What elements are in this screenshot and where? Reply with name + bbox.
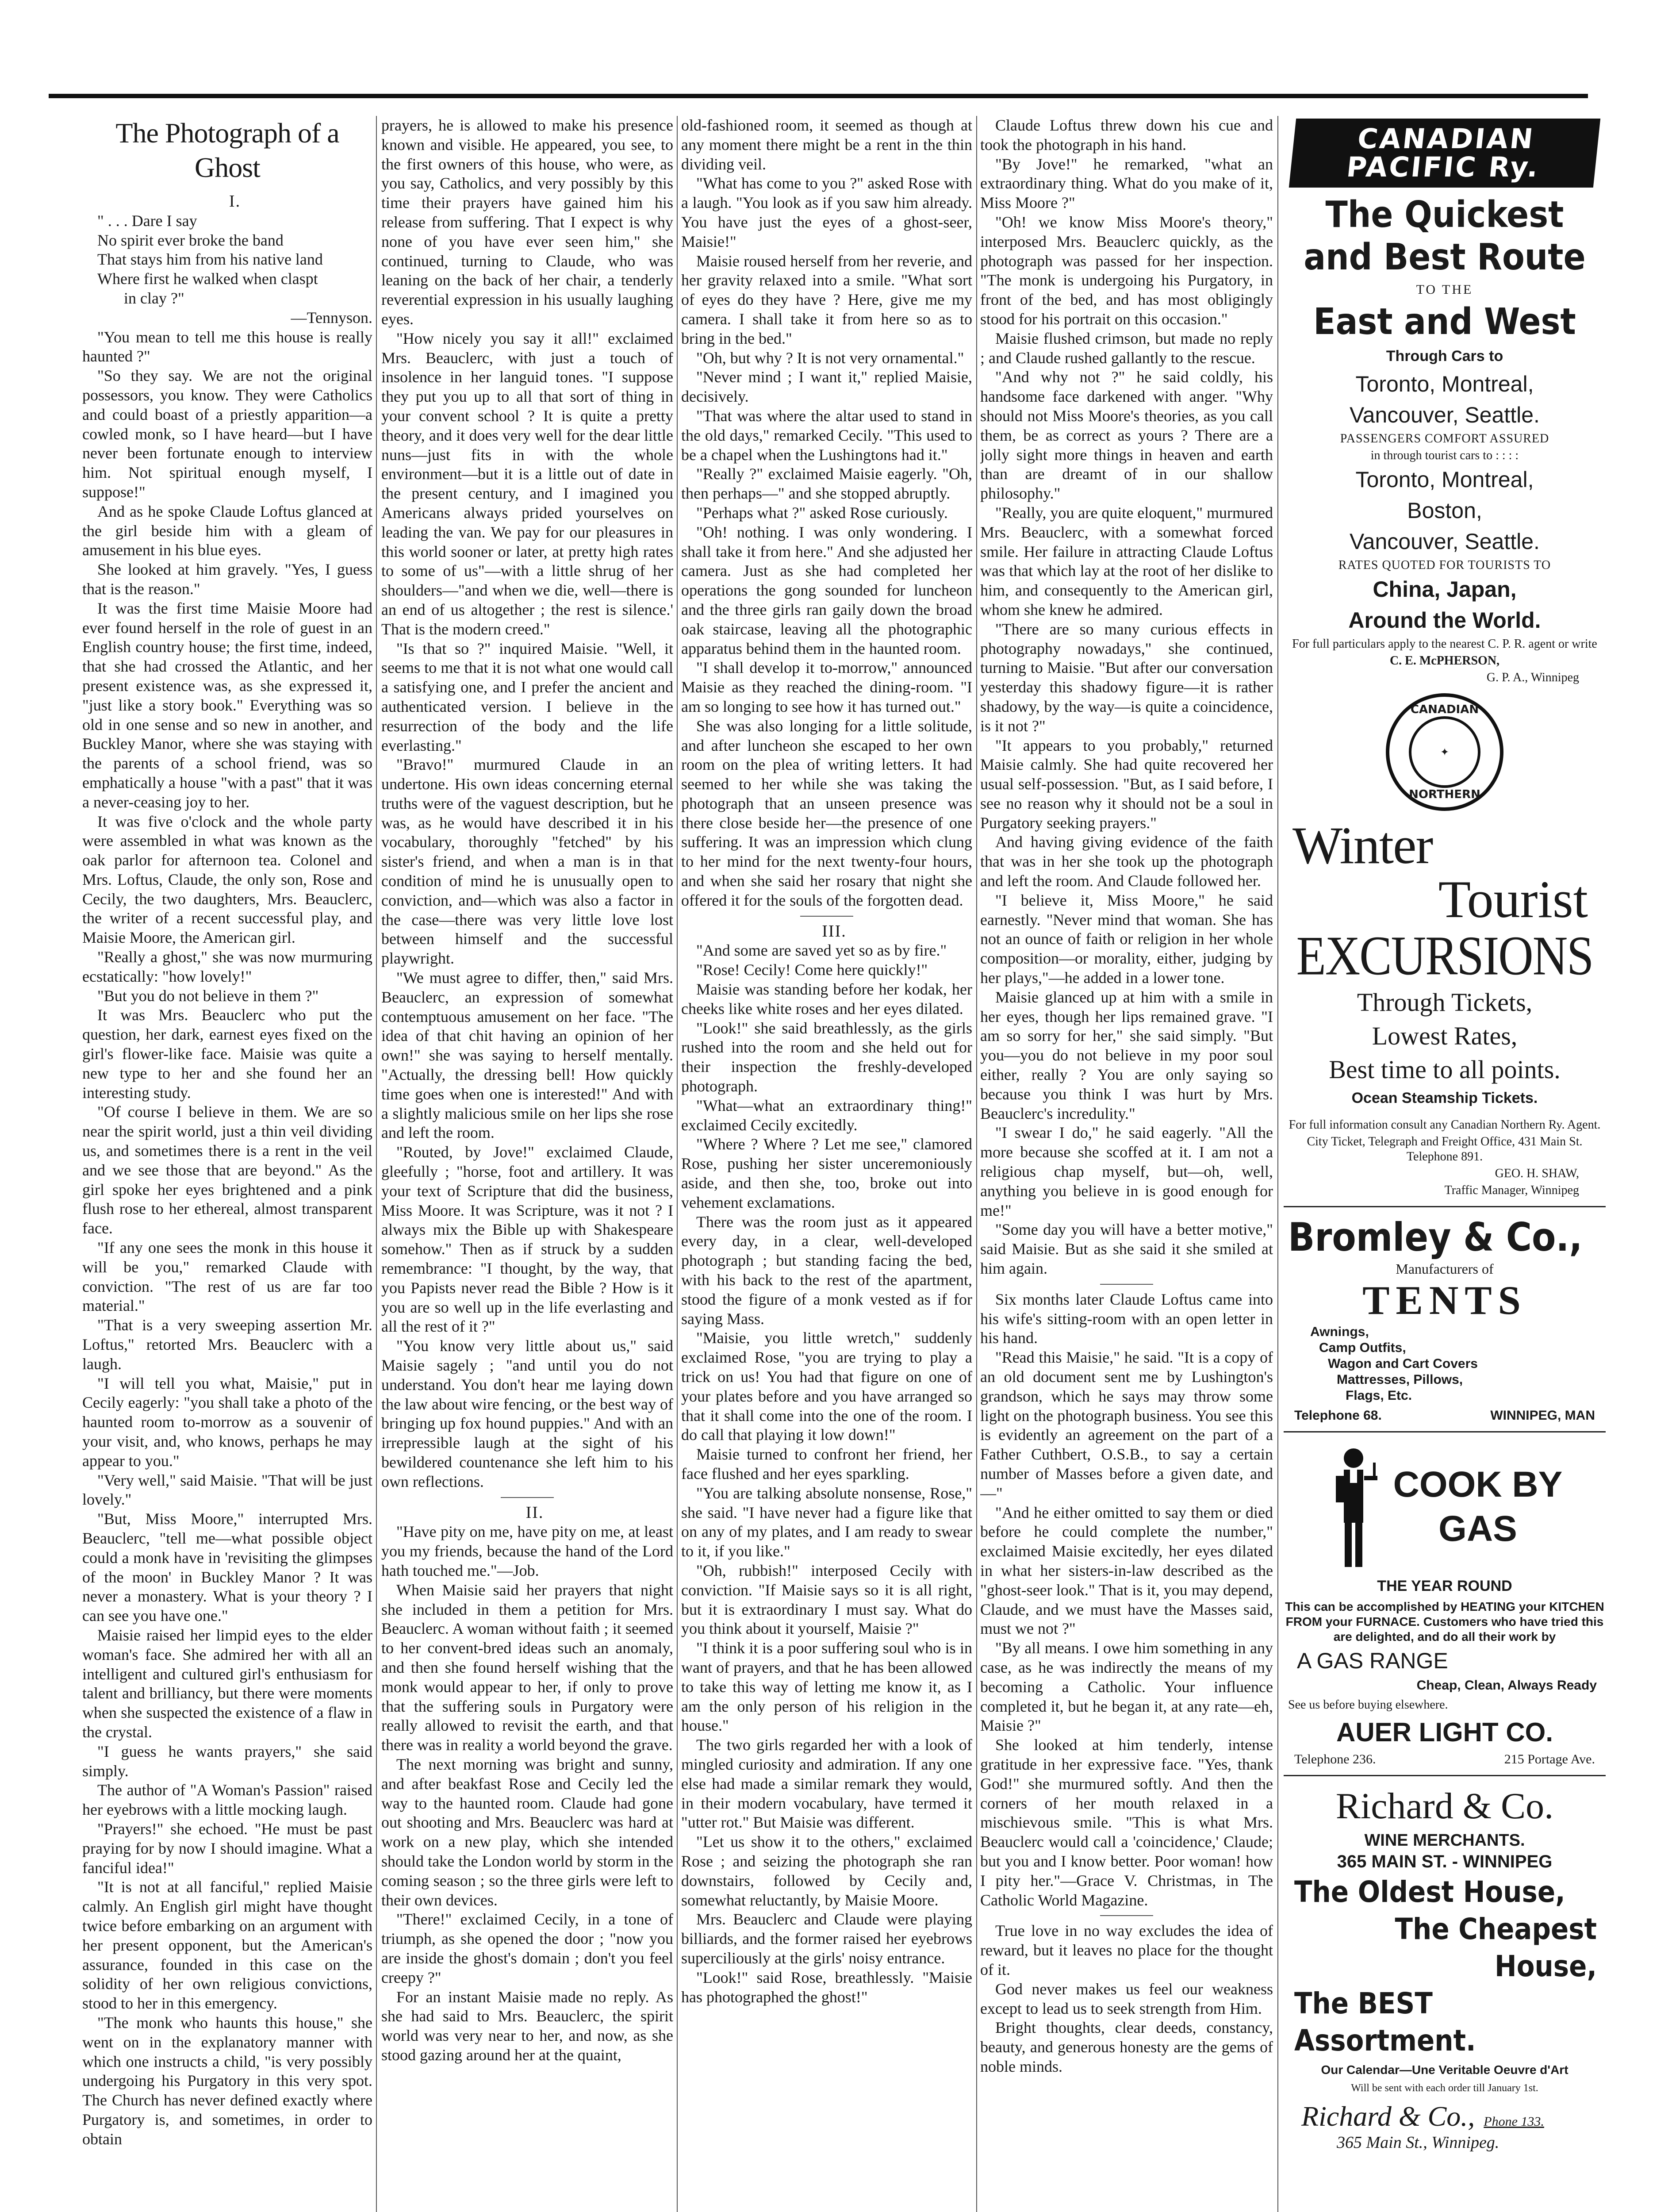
cnr-info: For full information consult any Canadian Northern Ry. Agent. (1289, 1118, 1601, 1132)
richard-slogan: The Oldest House, (1294, 1875, 1565, 1909)
paragraph: "We must agree to differ, then," said Mrs. Beauclerc, an expression of somewhat contemptuous amusement on her face. "The idea of that chit having an opinion of her own!" she was saying to herself mentally. "Actually, the dressing bell! How quickly time goes when one is interested!" And with a slightly malicious smile on her lips she rose and left the room. (381, 969, 673, 1142)
gas-range: A GAS RANGE (1297, 1648, 1448, 1673)
paragraph: She looked at him tenderly, intense gratitude in her expressive face. "Yes, thank God!" she murmured softly. And then the corners of her mouth relaxed in a mischievous smile. "This is what Mrs. Beauclerc would call a 'coincidence,' Claude; but you and I know better. Poor woman! how I pity her."—Grace V. Christmas, in The Catholic World Magazine. (980, 1736, 1273, 1909)
poem-line: in clay ?" (124, 289, 184, 307)
bromley-contact (1284, 1408, 1606, 1423)
cnr-manager-title: Traffic Manager, Winnipeg (1444, 1183, 1579, 1197)
poem-line: " . . . Dare I say (97, 211, 197, 230)
richard-name: Richard & Co. (1335, 1786, 1554, 1827)
cook-by: COOK BY (1393, 1464, 1563, 1505)
cpr-banner-line: CANADIAN (1356, 123, 1537, 155)
canadian-northern-seal-icon (1386, 693, 1503, 811)
richard-signature-row (1284, 2097, 1606, 2133)
gas-advertisement (1284, 1440, 1606, 1767)
paragraph: "Let us show it to the others," exclaimed Rose ; and seizing the photograph she ran downstairs, followed by Cecily and, somewhat reluctantly, by Maisie Moore. (681, 1833, 972, 1909)
paragraph: "Rose! Cecily! Come here quickly!" (696, 961, 928, 979)
paragraph: "That was where the altar used to stand in the old days," remarked Cecily. "This used to be a chapel when the Lushingtons had it." (681, 407, 972, 464)
cpr-cities: Toronto, Montreal, (1355, 467, 1534, 492)
auer-light-co: AUER LIGHT CO. (1336, 1717, 1553, 1747)
paragraph: "Look!" she said breathlessly, as the girls rushed into the room and she held out for their inspection the freshly-developed photograph. (681, 1019, 972, 1095)
paragraph: Maisie flushed crimson, but made no reply ; and Claude rushed gallantly to the rescue. (980, 329, 1273, 367)
paragraph: "But, Miss Moore," interrupted Mrs. Beauclerc, "tell me—what possible object could a monk have in 'revisiting the glimpses of the moon' in Buckley Manor ? It was never a monastery. What is your theory ? I can see you have one." (82, 1510, 372, 1625)
richard-address-script: 365 Main St., Winnipeg. (1337, 2133, 1499, 2152)
paragraph: "And why not ?" he said coldly, his handsome face darkened with anger. "Why should not Miss Moore's theories, as you call them, be as correct as yours ? There are a jolly sight more things in heaven and earth than are dreamt of in our shallow philosophy." (980, 368, 1273, 503)
paragraph: "I believe it, Miss Moore," he said earnestly. "Never mind that woman. She has not an ounce of faith or religion in her whole composition—or morality, either, judging by her plays,"—he added in a lower tone. (980, 891, 1273, 987)
cpr-logo-banner (1289, 119, 1600, 188)
paragraph: "It is not at all fanciful," replied Maisie calmly. An English girl might have thought twice before embarking on an argument with her present opponent, but the American's assurance, founded in this case on the solidity of her own religious convictions, stood to her in this emergency. (82, 1878, 372, 2012)
section-number-2: II. (525, 1503, 544, 1522)
column-divider (376, 116, 377, 2212)
gas-contact (1284, 1752, 1606, 1767)
paragraph: "If any one sees the monk in this house it will be you," remarked Claude with conviction. "The rest of us are far too material." (82, 1239, 372, 1315)
column-divider (1277, 116, 1278, 2212)
paragraph: "Prayers!" she echoed. "He must be past praying for by now I should imagine. What a fanciful idea!" (82, 1820, 372, 1877)
cnr-winter: Winter (1292, 816, 1433, 875)
paragraph: "You are talking absolute nonsense, Rose," she said. "I have never had a figure like that on any of my plates, and I am ready to swear to it, if you like." (681, 1484, 972, 1560)
bromley-item: Camp Outfits, (1319, 1340, 1406, 1355)
paragraph: Claude Loftus threw down his cue and took the photograph in his hand. (980, 116, 1273, 154)
cpr-cities: Boston, (1407, 498, 1482, 523)
cnr-lowest-rates: Lowest Rates, (1372, 1022, 1518, 1050)
paragraph: "What has come to you ?" asked Rose with a laugh. "You look as if you saw him already. You have just the eyes of a ghost-seer, Maisie!" (681, 174, 972, 250)
section-rule (501, 1497, 554, 1498)
cook-by-gas-header (1284, 1440, 1606, 1573)
cpr-agent-title: G. P. A., Winnipeg (1486, 671, 1579, 684)
cpr-east-west: East and West (1313, 301, 1576, 343)
bromley-manufacturers: Manufacturers of (1396, 1261, 1494, 1277)
richard-slogan: The Cheapest House, (1395, 1912, 1597, 1983)
filler-paragraph: God never makes us feel our weakness except to lead us to seek strength from Him. (980, 1980, 1273, 2017)
paragraph: "Never mind ; I want it," replied Maisie, decisively. (681, 368, 972, 406)
epigraph: "And some are saved yet so as by fire." (696, 941, 947, 960)
cpr-rates: RATES QUOTED FOR TOURISTS TO (1338, 558, 1551, 572)
poem-line: That stays him from his native land (97, 250, 323, 269)
paragraph: "Look!" said Rose, breathlessly. "Maisie has photographed the ghost!" (681, 1968, 972, 2006)
paragraph: "There!" exclaimed Cecily, in a tone of triumph, as she opened the door ; "now you are inside the ghost's domain ; don't you feel creepy ?" (381, 1910, 673, 1986)
cnr-city-ticket: City Ticket, Telegraph and Freight Office, 431 Main St. Telephone 891. (1307, 1135, 1583, 1164)
bromley-items (1284, 1324, 1606, 1404)
paragraph: The author of "A Woman's Passion" raised her eyebrows with a little mocking laugh. (82, 1781, 372, 1819)
paragraph: For an instant Maisie made no reply. As she had said to Mrs. Beauclerc, the spirit world was very near to her, and now, as she stood gazing around her at the quaint, (381, 1988, 673, 2064)
bromley-advertisement (1284, 1215, 1606, 1423)
paragraph: "You know very little about us," said Maisie sagely ; "and until you do not understand. You don't hear me laying down the law about wire fencing, or the best way of bringing up fox hound puppies." And with an irrepressible laugh at the sight of his bewildered countenance she left him to his own reflections. (381, 1337, 673, 1490)
cpr-banner-line: PACIFIC Ry. (1345, 151, 1542, 183)
paragraph: "Some day you will have a better motive," said Maisie. But as she said it she smiled at him again. (980, 1221, 1273, 1278)
gas-telephone: Telephone 236. (1294, 1752, 1376, 1767)
paragraph: "Oh! nothing. I was only wondering. I shall take it from here." And she adjusted her camera. Just as she had completed her operations the gong sounded for luncheon and the three girls ran gaily down the broad oak staircase, leaving all the photographic apparatus behind them in the haunted room. (681, 523, 972, 657)
cnr-manager-name: GEO. H. SHAW, (1495, 1167, 1579, 1180)
column-divider (677, 116, 678, 2212)
column-divider (976, 116, 977, 2212)
bromley-tents: TENTS (1362, 1278, 1527, 1323)
paragraph: "That is a very sweeping assertion Mr. Loftus," retorted Mrs. Beauclerc with a laugh. (82, 1316, 372, 1373)
paragraph: "I will tell you what, Maisie," put in Cecily eagerly: "you shall take a photo of the haunted room to-morrow as a souvenir of your visit, and, who knows, perhaps he may appear to you." (82, 1374, 372, 1470)
seal-center: ✦ (1409, 716, 1480, 788)
paragraph: Maisie roused herself from her reverie, and her gravity relaxed into a smile. "What sort of eyes do they have ? Here, give me my camera. I shall take it from here so as to bring in the bed." (681, 252, 972, 347)
ad-divider (1284, 1206, 1606, 1207)
cnr-tourist: Tourist (1438, 870, 1588, 929)
paragraph: old-fashioned room, it seemed as though at any moment there might be a rent in the thin dividing veil. (681, 116, 972, 173)
cpr-cities: Toronto, Montreal, (1355, 372, 1534, 396)
seal-top-text: CANADIAN (1410, 703, 1479, 716)
paragraph: "And he either omitted to say them or died before he could complete the number," exclaimed Maisie excitedly, her eyes dilated in what her sisters-in-law described as the "ghost-seer look." That is it, you may depend, Claude, and we must have the Masses said, must we not ?" (980, 1503, 1273, 1638)
cook-by-gas-text (1393, 1463, 1563, 1551)
filler-paragraph: Bright thoughts, clear deeds, constancy, beauty, and generous honesty are the gems of noble minds. (980, 2019, 1273, 2075)
story-column-3 (681, 116, 972, 2212)
bromley-city: WINNIPEG, MAN (1490, 1408, 1595, 1423)
paragraph: Maisie raised her limpid eyes to the elder woman's face. She admired her with all an intelligent and cultured girl's enthusiasm for talent and brilliancy, but there were moments when she suspected the existence of a flaw in the crystal. (82, 1626, 372, 1741)
paragraph: "There are so many curious effects in photography nowadays," she continued, turning to Maisie. "But after our conversation yesterday this shadowy figure—it is rather shadowy, by the way—is quite a coincidence, is it not ?" (980, 620, 1273, 735)
waiter-icon (1327, 1440, 1380, 1573)
bromley-item: Wagon and Cart Covers (1328, 1356, 1478, 1371)
richard-phone: Phone 133. (1484, 2114, 1544, 2129)
paragraph: Maisie turned to confront her friend, her face flushed and her eyes sparkling. (681, 1445, 972, 1482)
gas: GAS (1438, 1509, 1517, 1549)
story-title: The Photograph of a Ghost (115, 117, 339, 183)
paragraph: "What—what an extraordinary thing!" exclaimed Cecily excitedly. (681, 1096, 972, 1134)
paragraph: prayers, he is allowed to make his presence known and visible. He appeared, you see, to the first owners of this house, who were, as you say, Catholics, and very possibly by this time their prayers have gained him his release from suffering. That I expect is why none of you have ever seen him," she continued, turning to Claude, who was leaning on the back of her chair, a tenderly reverential expression in his usually laughing eyes. (381, 116, 673, 328)
ad-divider (1284, 1775, 1606, 1776)
paragraph: The next morning was bright and sunny, and after beakfast Rose and Cecily led the way to the haunted room. Claude had gone out shooting and Mrs. Beauclerc was hard at work on a new play, which she intended should take the London world by storm in the coming season ; so the three girls were left to their own devices. (381, 1755, 673, 1909)
paragraph: "Oh, but why ? It is not very ornamental." (696, 349, 964, 367)
paragraph: It was five o'clock and the whole party were assembled in what was known as the oak parlor for afternoon tea. Colonel and Mrs. Loftus, Claude, the only son, Rose and Cecily, the two daughters, Mrs. Beauclerc, the writer of a recent successful play, and Maisie Moore, the American girl. (82, 812, 372, 947)
gas-year-round: THE YEAR ROUND (1377, 1578, 1512, 1594)
gas-body: This can be accomplished by HEATING your KITCHEN FROM your FURNACE. Customers who have tried this are delighted, and do all their work by (1285, 1600, 1604, 1644)
ad-divider (1284, 1431, 1606, 1432)
cpr-agent-name: C. E. McPHERSON, (1389, 654, 1500, 668)
paragraph: "By all means. I owe him something in any case, as he was indirectly the means of my becoming a Catholic. Your influence completed it, but he began it, at any rate—eh, Maisie ?" (980, 1639, 1273, 1735)
poem-line: Where first he walked when claspt (97, 270, 318, 288)
paragraph: "Bravo!" murmured Claude in an undertone. His own ideas concerning eternal truths were of the vaguest description, but he was, as he would have described it in his vocabulary, thoroughly "fetched" by his sister's friend, and when a man is in that condition of mind he is unusually open to conviction, and—which was also a factor in the case—there was very little love lost between himself and the successful playwright. (381, 756, 673, 968)
paragraph: It was the first time Maisie Moore had ever found herself in the role of guest in an English country house; the first time, indeed, that she had crossed the Atlantic, and her present existence was, as she expressed it, "just like a story book." Everything was so old in one sense and so new in another, and Buckley Manor, where she was staying with the parents of a school friend, was so emphatically a house "with a past" that it was a never-ceasing joy to her. (82, 599, 372, 811)
section-rule (800, 916, 853, 917)
richard-calendar-note: Will be sent with each order till January 1st. (1351, 2082, 1538, 2094)
richard-slogan: The BEST Assortment. (1294, 1986, 1476, 2058)
filler-paragraph: True love in no way excludes the idea of reward, but it leaves no place for the thought of it. (980, 1922, 1273, 1978)
cpr-through-cars: Through Cars to (1386, 348, 1503, 365)
cpr-cities: Vancouver, Seattle. (1350, 403, 1540, 427)
paragraph: Mrs. Beauclerc and Claude were playing billiards, and the former raised her eyebrows superciliously at the girls' noisy entrance. (681, 1910, 972, 1967)
section-number-1: I. (229, 192, 241, 211)
gas-address: 215 Portage Ave. (1504, 1752, 1595, 1767)
top-rule (49, 94, 1588, 98)
paragraph: Maisie glanced up at him with a smile in her eyes, though her lips remained grave. "I am so sorry for her," she said simply. "But you—you do not believe in my poor soul either, really ? You are only saying so because you think I was hurt by Mrs. Beauclerc's incredulity." (980, 988, 1273, 1122)
paragraph: "Very well," said Maisie. "That will be just lovely." (82, 1471, 372, 1509)
section-rule (1100, 1284, 1153, 1285)
paragraph: "It appears to you probably," returned Maisie calmly. She had quite recovered her usual self-possession. "But, as I said before, I see no reason why it should not be a soul in Purgatory seeking prayers." (980, 736, 1273, 832)
bromley-item: Mattresses, Pillows, (1337, 1372, 1463, 1387)
paragraph: Six months later Claude Loftus came into his wife's sitting-room with an open letter in his hand. (980, 1290, 1273, 1347)
cpr-headline: The Quickest (1325, 194, 1564, 236)
paragraph: "Of course I believe in them. We are so near the spirit world, just a thin veil dividing us, and sometimes there is a rent in the veil and we see those that are beyond." As the girl spoke her eyes brightened and a pink flush rose to her ethereal, almost transparent face. (82, 1103, 372, 1237)
paragraph: "Really ?" exclaimed Maisie eagerly. "Oh, then perhaps—" and she stopped abruptly. (681, 465, 972, 503)
paragraph: "Is that so ?" inquired Maisie. "Well, it seems to me that it is not what one would call a satisfying one, and I prefer the ancient and authenticated version. I believe in the resurrection of the body and the life everlasting." (381, 639, 673, 754)
paragraph: There was the room just as it appeared every day, in a clear, well-developed photograph ; but standing facing the bed, with his back to the rest of the apartment, stood the figure of a monk vested as if for saying Mass. (681, 1213, 972, 1328)
paragraph: It was Mrs. Beauclerc who put the question, her dark, earnest eyes fixed on the girl's flower-like face. Maisie was quite a new type to her and she found her an interesting study. (82, 1006, 372, 1102)
cpr-cities: Vancouver, Seattle. (1350, 529, 1540, 554)
richard-address: 365 MAIN ST. - WINNIPEG (1337, 1852, 1553, 1871)
paragraph: And as he spoke Claude Loftus glanced at the girl beside him with a gleam of amusement in his blue eyes. (82, 502, 372, 559)
richard-advertisement (1284, 1784, 1606, 2152)
cnr-through-tickets: Through Tickets, (1357, 988, 1533, 1017)
epigraph: "Have pity on me, have pity on me, at least you my friends, because the hand of the Lord hath touched me."—Job. (381, 1523, 673, 1579)
paragraph: "Read this Maisie," he said. "It is a copy of an old document sent me by Lushington's grandson, which he says may throw some light on the photograph business. You see this is evidently an agreement on the part of a Father Cuthbert, O.S.B., to say a certain number of Masses before a given date, and—" (980, 1348, 1273, 1502)
paragraph: "I think it is a poor suffering soul who is in want of prayers, and that he has been allowed to take this way of letting me know it, as I am the only person of his religion in the house." (681, 1639, 972, 1735)
paragraph: She looked at him gravely. "Yes, I guess that is the reason." (82, 561, 372, 598)
paragraph: "Maisie, you little wretch," suddenly exclaimed Rose, "you are trying to play a trick on us! You had that figure on one of your plates before and you have arranged so that it shall come into the one of the room. I do call that playing it low down!" (681, 1329, 972, 1444)
paragraph: "Routed, by Jove!" exclaimed Claude, gleefully ; "horse, foot and artillery. It was your text of Scripture that did the business, Miss Moore. It was Scripture, was it not ? I always mix the Bible up with Shakespeare somehow." Then as if struck by a sudden remembrance: "I thought, by the way, that you Papists never read the Bible ? How is it you are so well up in the life everlasting and all the rest of it ?" (381, 1143, 673, 1336)
paragraph: "Perhaps what ?" asked Rose curiously. (696, 503, 948, 522)
seal-bottom-text: NORTHERN (1409, 788, 1480, 801)
paragraph: "So they say. We are not the original possessors, you know. They were Catholics and could boast of a priestly apparition—a cowled monk, so I have heard—but I have never been fortunate enough to interview him. Not spiritual enough myself, I suppose!" (82, 367, 372, 501)
cnr-excursions: EXCURSIONS (1296, 924, 1593, 987)
paragraph: "Oh! we know Miss Moore's theory," interposed Mrs. Beauclerc quickly, as the photograph was passed for her inspection. "The monk is undergoing his Purgatory, in front of the bed, and has most obligingly stood for his portrait on this occasion." (980, 213, 1273, 328)
cpr-tourist-cars: in through tourist cars to : : : : (1370, 449, 1519, 462)
paragraph: "Where ? Where ? Let me see," clamored Rose, pushing her sister unceremoniously aside, and then she, too, broke out into vehement exclamations. (681, 1135, 972, 1211)
paragraph: "The monk who haunts this house," she went on in the explanatory manner with which one instructs a child, "is very possibly undergoing his Purgatory in this very spot. The Church has never defined exactly where Purgatory is, and sometimes, in order to obtain (82, 2013, 372, 2148)
richard-calendar: Our Calendar—Une Veritable Oeuvre d'Art (1321, 2063, 1568, 2077)
story-column-1 (82, 116, 372, 2212)
advertisements-column (1284, 116, 1606, 2212)
paragraph: "Really a ghost," she was now murmuring ecstatically: "how lovely!" (82, 948, 372, 985)
cpr-advertisement (1284, 119, 1606, 685)
paragraph: "I swear I do," he said eagerly. "All the more because she scoffed at it. I am not a religious chap myself, but—oh, well, anything you believe in is good enough for me!" (980, 1124, 1273, 1219)
paragraph: The two girls regarded her with a look of mingled curiosity and admiration. If any one else had made a similar remark they would, in their modern vocabulary, have termed it "utter rot." But Maisie was different. (681, 1736, 972, 1832)
poem-line: No spirit ever broke the band (97, 231, 284, 249)
bromley-item: Awnings, (1310, 1325, 1369, 1339)
cnr-ocean: Ocean Steamship Tickets. (1351, 1090, 1538, 1106)
cpr-to-the: TO THE (1416, 282, 1473, 297)
bromley-name: Bromley & Co., (1288, 1214, 1583, 1260)
story-column-2 (381, 116, 673, 2212)
paragraph: "How nicely you say it all!" exclaimed Mrs. Beauclerc, with just a touch of insolence in her languid tones. "I suppose they put you up to all that sort of thing in your convent school ? It is quite a pretty theory, and it does very well for the dear little nuns—just fits in with the whole environment—but it is a little out of date in the present century, and I imagined you Americans always prided yourselves on leading the van. We pay for our pleasures in this world sooner or later, at pretty high rates to some of us"—with a little shrug of her shoulders—"and when we die, well—there is an end of us altogether ; the rest is silence.' That is the modern creed." (381, 329, 673, 638)
cpr-asia: Around the World. (1348, 608, 1541, 633)
gas-cheap: Cheap, Clean, Always Ready (1416, 1678, 1597, 1693)
paragraph: When Maisie said her prayers that night she included in them a petition for Mrs. Beauclerc. A woman without faith ; it seemed to her convent-bred ideas such an anomaly, and then she found herself wishing that the monk would appear to her, if only to prove that the suffering souls in Purgatory were really allowed to revisit the earth, and that there was in reality a world beyond the grave. (381, 1581, 673, 1754)
cnr-best-time: Best time to all points. (1329, 1055, 1561, 1084)
paragraph: And having giving evidence of the faith that was in her she took up the photograph and left the room. And Claude followed her. (980, 833, 1273, 890)
richard-signature: Richard & Co., (1301, 2101, 1475, 2132)
paragraph: "You mean to tell me this house is really haunted ?" (82, 328, 372, 365)
cpr-headline: and Best Route (1304, 236, 1586, 278)
bromley-telephone: Telephone 68. (1294, 1408, 1382, 1423)
paragraph: "By Jove!" he remarked, "what an extraordinary thing. What do you make of it, Miss Moore ?" (980, 155, 1273, 212)
poem-attribution: —Tennyson. (291, 308, 372, 326)
section-number-3: III. (822, 922, 847, 941)
paragraph: Maisie was standing before her kodak, her cheeks like white roses and her eyes dilated. (681, 980, 972, 1018)
cnr-advertisement (1284, 693, 1606, 1198)
epigraph-poem (82, 211, 372, 308)
paragraph: She was also longing for a little solitude, and after luncheon she escaped to her own room on the plea of writing letters. It had seemed to her while she was taking the photograph that an unseen presence was there close beside her—the presence of one suffering. It was an impression which clung to her mind for the next twenty-four hours, and when she said her rosary that night she offered it for the souls of the forgotten dead. (681, 717, 972, 909)
cpr-passengers: PASSENGERS COMFORT ASSURED (1340, 432, 1549, 445)
story-column-4 (980, 116, 1273, 2212)
paragraph: "Really, you are quite eloquent," murmured Mrs. Beauclerc, with a somewhat forced smile. Her failure in attracting Claude Loftus was that which lay at the root of her dislike to him, and consequently to the American girl, whom she knew he admired. (980, 503, 1273, 618)
paragraph: "I shall develop it to-morrow," announced Maisie as they reached the dining-room. "I am so longing to see how it has turned out." (681, 659, 972, 715)
paragraph: "Oh, rubbish!" interposed Cecily with conviction. "If Maisie says so it is all right, but it is extraordinary I must say. What do you think about it yourself, Maisie ?" (681, 1561, 972, 1638)
richard-merchants: WINE MERCHANTS. (1364, 1831, 1525, 1850)
paragraph: "I guess he wants prayers," she said simply. (82, 1742, 372, 1780)
section-rule (1100, 1915, 1153, 1916)
bromley-item: Flags, Etc. (1346, 1388, 1412, 1403)
gas-see-us: See us before buying elsewhere. (1288, 1698, 1448, 1712)
cpr-asia: China, Japan, (1373, 577, 1517, 602)
paragraph: "But you do not believe in them ?" (97, 987, 319, 1005)
cpr-particulars: For full particulars apply to the nearest C. P. R. agent or write (1292, 637, 1597, 651)
